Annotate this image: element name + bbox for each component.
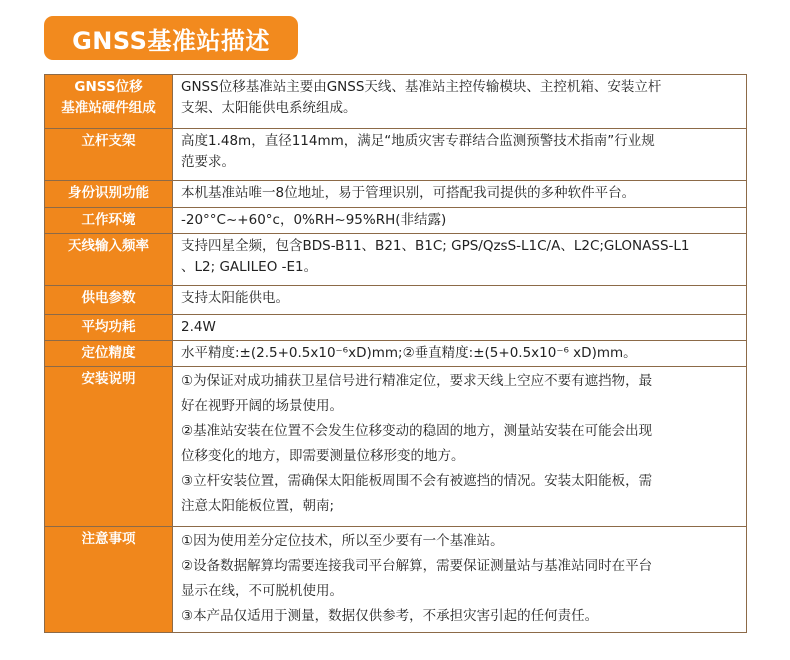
row-value-line: 显示在线，不可脱机使用。 [181, 583, 343, 599]
row-value-line: 好在视野开阔的场景使用。 [181, 398, 343, 414]
row-value [173, 341, 747, 367]
row-label [45, 75, 173, 129]
table-row [45, 234, 747, 286]
row-label [45, 129, 173, 181]
row-label-line: 天线输入频率 [68, 238, 149, 254]
table-row [45, 341, 747, 367]
row-label-line: 注意事项 [81, 531, 136, 547]
row-value-line: ③立杆安装位置，需确保太阳能板周围不会有被遮挡的情况。安装太阳能板，需 [181, 473, 653, 489]
row-value-line: 、L2; GALILEO -E1。 [181, 259, 318, 275]
row-value-line: 注意太阳能板位置，朝南; [181, 498, 335, 514]
row-value-line: ①因为使用差分定位技术，所以至少要有一个基准站。 [181, 533, 504, 549]
row-label [45, 315, 173, 341]
row-label [45, 527, 173, 633]
row-label [45, 208, 173, 234]
row-label [45, 181, 173, 208]
row-label-line: GNSS位移 [74, 79, 143, 95]
table-row [45, 129, 747, 181]
row-value-line: 水平精度:±(2.5+0.5x10⁻⁶xD)mm;②垂直精度:±(5+0.5x10⁻⁶ xD)mm。 [181, 345, 637, 361]
row-value-line: 2.4W [181, 319, 216, 335]
row-label [45, 367, 173, 527]
row-value [173, 286, 747, 315]
row-label-line: 定位精度 [81, 345, 136, 361]
row-value-line: 本机基准站唯一8位地址，易于管理识别，可搭配我司提供的多种软件平台。 [181, 185, 636, 201]
row-value-line: 位移变化的地方，即需要测量位移形变的地方。 [181, 448, 465, 464]
row-label-line: 立杆支架 [81, 133, 136, 149]
page-title: GNSS基准站描述 [44, 16, 298, 60]
row-label-line: 基准站硬件组成 [61, 100, 156, 116]
table-row [45, 208, 747, 234]
row-label [45, 234, 173, 286]
row-value-line: ③本产品仅适用于测量，数据仅供参考，不承担灾害引起的任何责任。 [181, 608, 599, 624]
table-row [45, 75, 747, 129]
table-row [45, 527, 747, 633]
row-label-line: 工作环境 [81, 212, 136, 228]
row-value [173, 75, 747, 129]
row-value [173, 129, 747, 181]
row-value-line: 高度1.48m，直径114mm，满足“地质灾害专群结合监测预警技术指南”行业规 [181, 133, 655, 149]
table-row [45, 367, 747, 527]
row-value-line: 支持四星全频，包含BDS-B11、B21、B1C; GPS/QzsS-L1C/A、L2C;GLONASS-L1 [181, 238, 690, 254]
row-label-line: 平均功耗 [81, 319, 136, 335]
row-label-line: 身份识别功能 [68, 185, 149, 201]
row-value [173, 208, 747, 234]
table-row [45, 181, 747, 208]
row-value [173, 315, 747, 341]
row-value-line: 范要求。 [181, 154, 235, 170]
row-value [173, 234, 747, 286]
row-value [173, 181, 747, 208]
row-value-line: ②设备数据解算均需要连接我司平台解算，需要保证测量站与基准站同时在平台 [181, 558, 653, 574]
row-label-line: 安装说明 [81, 371, 136, 387]
row-value-line: ①为保证对成功捕获卫星信号进行精准定位，要求天线上空应不要有遮挡物，最 [181, 373, 653, 389]
row-value-line: 支架、太阳能供电系统组成。 [181, 100, 357, 116]
spec-table [44, 74, 747, 633]
row-value-line: -20°°C~+60°c，0%RH~95%RH(非结露) [181, 212, 447, 228]
row-label-line: 供电参数 [81, 290, 136, 306]
row-label [45, 341, 173, 367]
row-value [173, 527, 747, 633]
table-row [45, 315, 747, 341]
row-value-line: GNSS位移基准站主要由GNSS天线、基准站主控传输模块、主控机箱、安装立杆 [181, 79, 662, 95]
row-value-line: 支持太阳能供电。 [181, 290, 289, 306]
table-row [45, 286, 747, 315]
row-value-line: ②基准站安装在位置不会发生位移变动的稳固的地方，测量站安装在可能会出现 [181, 423, 653, 439]
row-label [45, 286, 173, 315]
row-value [173, 367, 747, 527]
